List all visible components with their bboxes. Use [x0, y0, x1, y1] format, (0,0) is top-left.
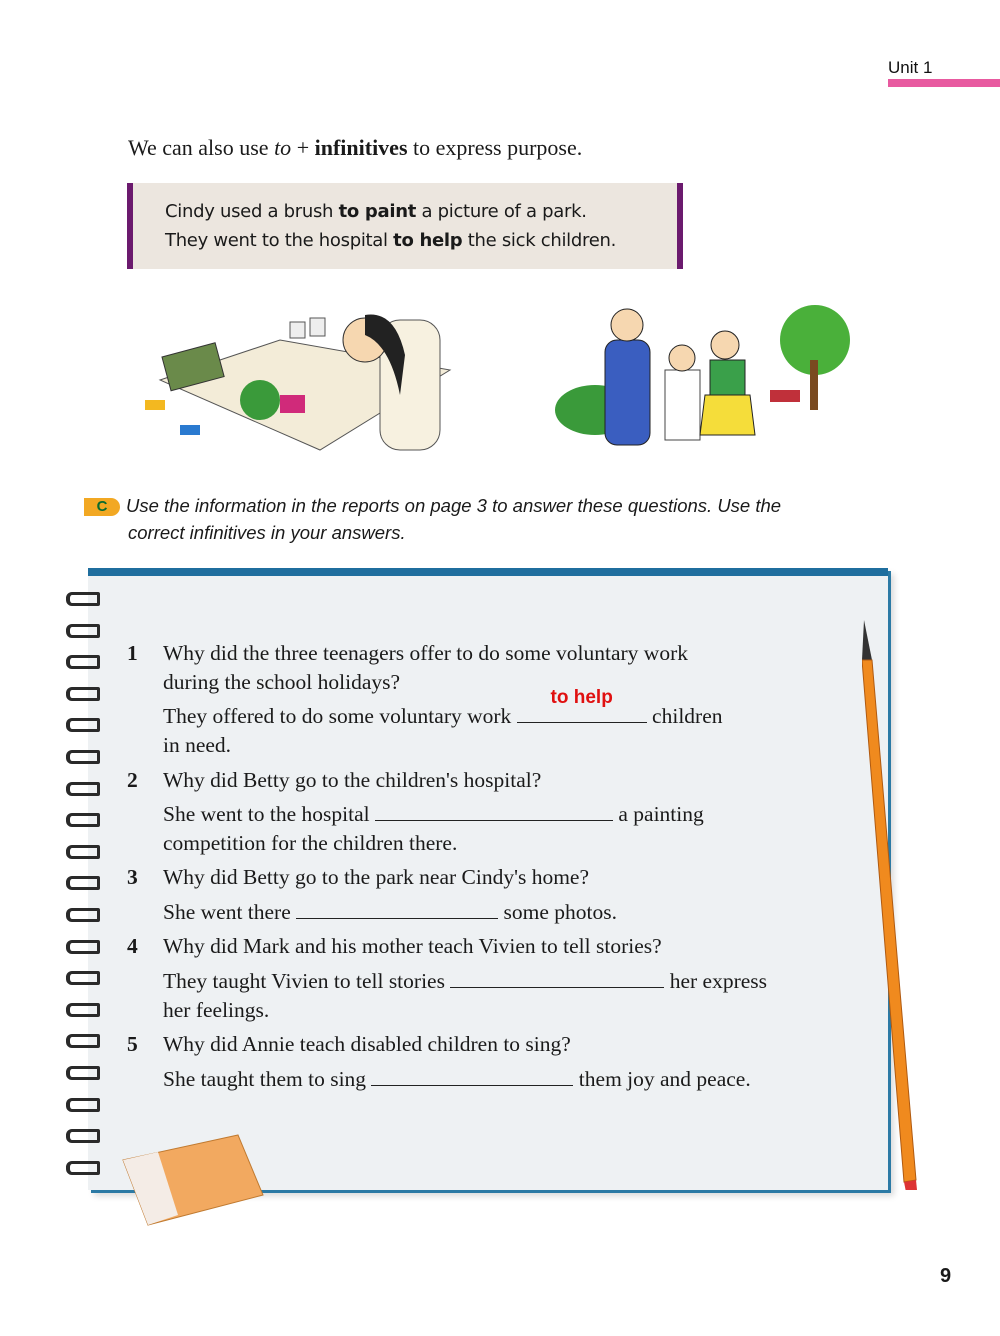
answer-text: some photos. [498, 900, 617, 924]
answer-blank[interactable] [450, 970, 664, 988]
question-text: Why did Betty go to the park near Cindy's home? [163, 865, 590, 889]
question-number: 1 [127, 641, 138, 665]
question-text: Why did Betty go to the children's hospital? [163, 768, 542, 792]
answer-text: her express [664, 969, 768, 993]
unit-bar [888, 79, 1000, 87]
answer-line [163, 802, 704, 827]
spiral-ring [66, 971, 100, 985]
spiral-ring [66, 687, 100, 701]
ex-bold: to paint [338, 201, 417, 222]
answer-text: She went to the hospital [163, 802, 375, 826]
question-text: Why did Annie teach disabled children to sing? [163, 1032, 571, 1056]
spiral-ring [66, 1129, 100, 1143]
example-2 [165, 230, 616, 251]
spiral-ring [66, 1098, 100, 1112]
spiral-ring [66, 718, 100, 732]
spiral-ring [66, 782, 100, 796]
example-1 [165, 201, 587, 222]
question-text: Why did the three teenagers offer to do some voluntary work [163, 641, 688, 665]
answer-line [163, 969, 767, 994]
spiral-ring [66, 750, 100, 764]
exercise-badge: C [84, 498, 120, 516]
answer-text: They taught Vivien to tell stories [163, 969, 451, 993]
unit-label: Unit 1 [888, 58, 933, 77]
hospital-visit-illustration [555, 300, 850, 460]
filled-answer: to help [550, 687, 613, 708]
answer-text: her feelings. [163, 998, 270, 1022]
spiral-ring [66, 624, 100, 638]
spiral-ring [66, 813, 100, 827]
spiral-ring [66, 1003, 100, 1017]
ex-text: They went to the hospital [165, 230, 394, 251]
question-number: 4 [127, 934, 138, 958]
intro-text [128, 135, 582, 161]
intro-after: to express purpose. [407, 135, 583, 160]
answer-text: them joy and peace. [573, 1067, 751, 1091]
instr-line-1: Use the information in the reports on page 3 to answer these questions. Use the [126, 495, 782, 516]
intro-before: We can also use [128, 135, 275, 160]
spiral-ring [66, 845, 100, 859]
question-number: 3 [127, 865, 138, 889]
answer-blank[interactable] [371, 1068, 573, 1086]
spiral-ring [66, 876, 100, 890]
ex-text: a picture of a park. [416, 201, 587, 222]
answer-text: She went there [163, 900, 297, 924]
question-number: 2 [127, 768, 138, 792]
ex-text: Cindy used a brush [165, 201, 339, 222]
answer-text: a painting [613, 802, 704, 826]
eraser-illustration [118, 1130, 268, 1230]
answer-blank[interactable] [375, 803, 613, 821]
answer-blank[interactable] [296, 901, 498, 919]
answer-text: in need. [163, 733, 232, 757]
spiral-ring [66, 592, 100, 606]
instr-line-2: correct infinitives in your answers. [128, 522, 406, 543]
answer-line [163, 900, 617, 925]
spiral-ring [66, 940, 100, 954]
spiral-ring [66, 1034, 100, 1048]
answer-text: competition for the children there. [163, 831, 458, 855]
pencil-illustration [862, 620, 918, 1190]
answer-text: She taught them to sing [163, 1067, 372, 1091]
page-number: 9 [940, 1265, 952, 1287]
answer-line [163, 1067, 751, 1092]
ex-text: the sick children. [462, 230, 617, 251]
answer-text: They offered to do some voluntary work [163, 704, 517, 728]
spiral-ring [66, 1161, 100, 1175]
question-text: during the school holidays? [163, 670, 401, 694]
spiral-ring [66, 908, 100, 922]
spiral-ring [66, 1066, 100, 1080]
intro-bold: infinitives [314, 135, 408, 160]
intro-to: to [274, 135, 292, 160]
spiral-ring [66, 655, 100, 669]
ex-bold: to help [393, 230, 463, 251]
answer-line [163, 687, 723, 729]
example-box [127, 183, 683, 269]
intro-plus: + [291, 135, 315, 160]
painting-girl-illustration [140, 300, 460, 460]
question-number: 5 [127, 1032, 138, 1056]
answer-blank[interactable] [517, 687, 647, 723]
question-text: Why did Mark and his mother teach Vivien to tell stories? [163, 934, 662, 958]
answer-text: children [646, 704, 723, 728]
exercise-instructions [84, 492, 884, 546]
